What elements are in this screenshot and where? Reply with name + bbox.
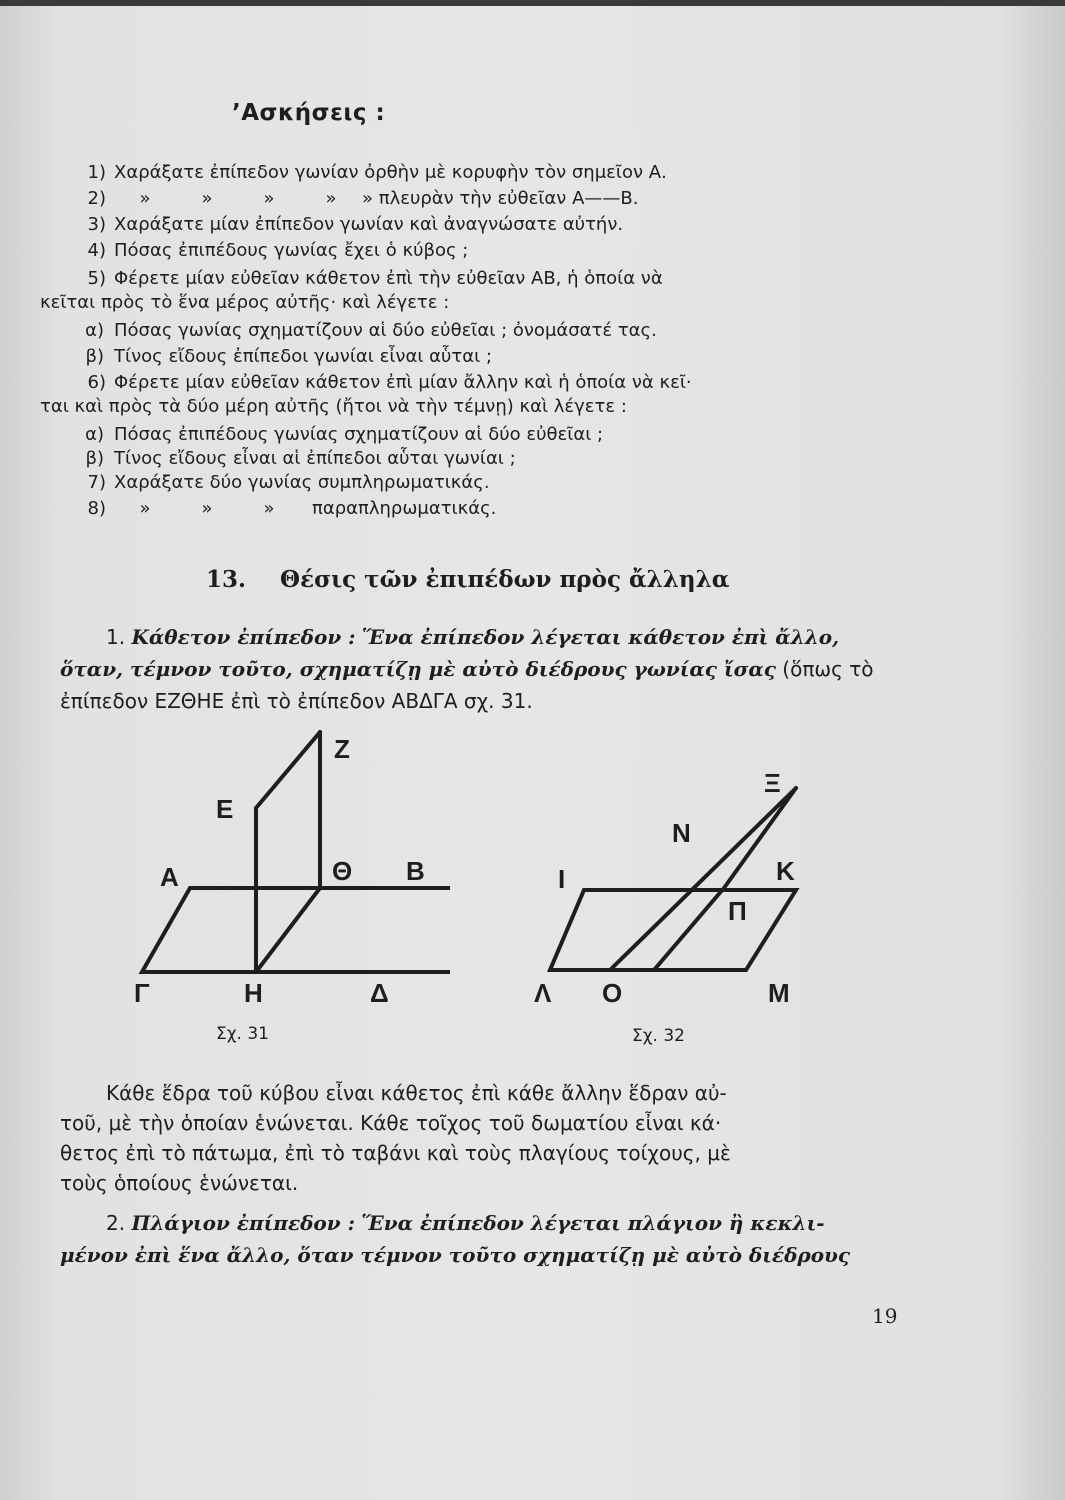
label-pi: Π: [728, 896, 747, 926]
page-number: 19: [872, 1304, 898, 1328]
exercise-text: Χαράξατε δύο γωνίας συμπληρωματικάς.: [114, 472, 490, 493]
ditto-mark: »: [139, 188, 151, 209]
para3-definition-start: Ἕνα ἐπίπεδον λέγεται πλάγιον ἢ κεκλι-: [361, 1211, 825, 1235]
exercise-number: 7): [87, 472, 106, 493]
label-gamma: Γ: [134, 978, 150, 1008]
exercise-6b: [72, 448, 516, 470]
para3-line1: [106, 1208, 825, 1238]
label-delta: Δ: [370, 978, 389, 1008]
label-o: O: [602, 978, 623, 1008]
para1-lead: 1.: [106, 625, 126, 649]
figure-32: [520, 760, 820, 1020]
exercise-5a: [72, 320, 657, 342]
exercise-text: » πλευρὰν τὴν εὐθεῖαν Α——Β.: [362, 188, 639, 209]
label-h: Η: [244, 978, 263, 1008]
section-number: 13.: [206, 566, 247, 593]
figure-31-caption: Σχ. 31: [216, 1024, 270, 1044]
exercise-text: Φέρετε μίαν εὐθεῖαν κάθετον ἐπὶ τὴν εὐθεῖαν ΑΒ, ἡ ὁποία νὰ: [114, 268, 663, 289]
para1-line3: ἐπίπεδον ΕΖΘΗΕ ἐπὶ τὸ ἐπίπεδον ΑΒΔΓΑ σχ. 31.: [60, 689, 533, 713]
exercise-2: [72, 188, 638, 210]
figure-32-caption: Σχ. 32: [632, 1026, 686, 1046]
label-i: I: [558, 864, 566, 894]
exercise-6: [72, 372, 692, 394]
horizontal-plane: [550, 890, 796, 970]
label-a: A: [160, 862, 179, 892]
para3-term: Πλάγιον ἐπίπεδον :: [131, 1211, 355, 1235]
exercise-text: Τίνος εἴδους ἐπίπεδοι γωνίαι εἶναι αὗται ;: [114, 346, 493, 367]
label-xi: Ξ: [764, 768, 781, 798]
ditto-mark: »: [201, 498, 213, 519]
exercise-6-continued: ται καὶ πρὸς τὰ δύο μέρη αὐτῆς (ἤτοι νὰ τὴν τέμνῃ) καὶ λέγετε :: [40, 396, 627, 417]
label-m: M: [768, 978, 790, 1008]
exercise-number: 8): [87, 498, 106, 519]
exercise-text: Χαράξατε μίαν ἐπίπεδον γωνίαν καὶ ἀναγνώσατε αὐτήν.: [114, 214, 624, 235]
section-heading: [206, 566, 729, 593]
exercise-number: 4): [87, 240, 106, 261]
exercise-6a: [72, 424, 603, 446]
exercise-3: [72, 214, 623, 236]
ditto-mark: »: [139, 498, 151, 519]
label-z: Z: [334, 734, 350, 764]
ditto-mark: »: [325, 188, 337, 209]
para3-lead: 2.: [106, 1211, 126, 1235]
exercise-number: α): [85, 424, 104, 445]
label-b: B: [406, 856, 425, 886]
exercise-text: Τίνος εἴδους εἶναι αἱ ἐπίπεδοι αὗται γωνίαι ;: [114, 448, 516, 469]
exercise-text: Πόσας ἐπιπέδους γωνίας σχηματίζουν αἱ δύο εὐθεῖαι ;: [114, 424, 604, 445]
page-top-edge: [0, 0, 1065, 6]
exercise-text: Πόσας ἐπιπέδους γωνίας ἔχει ὁ κύβος ;: [114, 240, 469, 261]
ditto-mark: »: [201, 188, 213, 209]
exercise-5b: [72, 346, 492, 368]
exercise-number: β): [85, 346, 104, 367]
exercise-text: Πόσας γωνίας σχηματίζουν αἱ δύο εὐθεῖαι ; ὀνομάσατέ τας.: [114, 320, 657, 341]
exercise-text: Χαράξατε ἐπίπεδον γωνίαν ὀρθὴν μὲ κορυφὴν τὸν σημεῖον Α.: [114, 162, 667, 183]
figure-31: [120, 720, 450, 1020]
exercise-text: Φέρετε μίαν εὐθεῖαν κάθετον ἐπὶ μίαν ἄλλην καὶ ἡ ὁποία νὰ κεῖ·: [114, 372, 692, 393]
exercise-number: 2): [87, 188, 106, 209]
para1-definition-start: Ἕνα ἐπίπεδον λέγεται κάθετον ἐπὶ ἄλλο,: [361, 625, 840, 649]
label-k: K: [776, 856, 795, 886]
horizontal-plane-abgd: [142, 888, 450, 972]
exercise-number: 6): [87, 372, 106, 393]
exercise-text: παραπληρωματικάς.: [312, 498, 497, 519]
para1-example-start: (ὅπως τὸ: [782, 657, 874, 681]
exercise-number: β): [85, 448, 104, 469]
para2-line1: Κάθε ἕδρα τοῦ κύβου εἶναι κάθετος ἐπὶ κάθε ἄλλην ἕδραν αὐ-: [106, 1081, 727, 1105]
exercise-number: 3): [87, 214, 106, 235]
exercise-5-continued: κεῖται πρὸς τὸ ἕνα μέρος αὐτῆς· καὶ λέγετε :: [40, 292, 450, 313]
exercise-5: [72, 268, 663, 290]
para1-line2: [60, 654, 874, 684]
exercise-8: [72, 498, 496, 520]
label-e: E: [216, 794, 234, 824]
exercises-heading: ’Ασκήσεις :: [232, 100, 386, 126]
ditto-mark: »: [263, 188, 275, 209]
edge-o-pi: [654, 888, 724, 970]
exercise-number: 5): [87, 268, 106, 289]
exercise-number: α): [85, 320, 104, 341]
exercise-4: [72, 240, 468, 262]
label-lambda: Λ: [534, 978, 552, 1008]
para1-definition-end: ὅταν, τέμνον τοῦτο, σχηματίζῃ μὲ αὐτὸ διέδρους γωνίας ἴσας: [60, 657, 776, 681]
label-theta: Θ: [332, 856, 353, 886]
exercise-7: [72, 472, 490, 494]
exercise-1: [72, 162, 667, 184]
section-title: Θέσις τῶν ἐπιπέδων πρὸς ἄλληλα: [280, 566, 730, 593]
para3-line2: μένον ἐπὶ ἕνα ἄλλο, ὅταν τέμνον τοῦτο σχηματίζῃ μὲ αὐτὸ διέδρους: [60, 1243, 851, 1267]
exercise-number: 1): [87, 162, 106, 183]
para2-line2: τοῦ, μὲ τὴν ὁποίαν ἑνώνεται. Κάθε τοῖχος τοῦ δωματίου εἶναι κά·: [60, 1111, 722, 1135]
para1-line1: [106, 622, 839, 652]
para2-line4: τοὺς ὁποίους ἑνώνεται.: [60, 1171, 299, 1195]
ditto-mark: »: [263, 498, 275, 519]
para1-term: Κάθετον ἐπίπεδον :: [131, 625, 356, 649]
label-n: N: [672, 818, 691, 848]
edge-theta-h: [256, 888, 320, 972]
para2-line3: θετος ἐπὶ τὸ πάτωμα, ἐπὶ τὸ ταβάνι καὶ τοὺς πλαγίους τοίχους, μὲ: [60, 1141, 731, 1165]
edge-ez: [256, 732, 320, 808]
edge-o-xi: [610, 788, 796, 970]
